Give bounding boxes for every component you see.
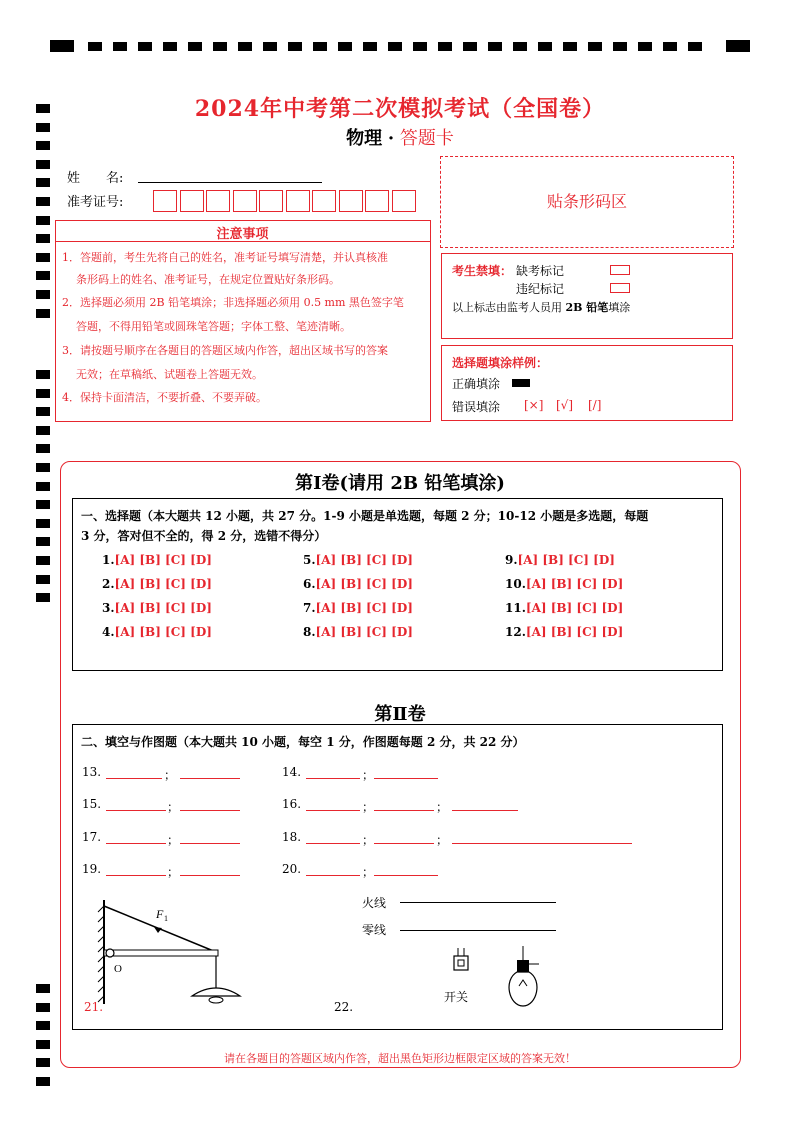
timing-mark xyxy=(238,42,252,51)
choice-options[interactable]: [A] [B] [C] [D] xyxy=(114,577,212,591)
timing-mark xyxy=(463,42,477,51)
choice-number: 12. xyxy=(505,625,526,639)
q18-blank[interactable] xyxy=(306,843,360,844)
q21-number: 21. xyxy=(84,1000,104,1014)
correct-fill-swatch xyxy=(512,379,530,387)
q16-blank[interactable] xyxy=(452,810,518,811)
q18-blank[interactable] xyxy=(452,843,632,844)
q13-blank[interactable] xyxy=(106,778,162,779)
side-timing-mark xyxy=(36,593,50,602)
barcode-area xyxy=(440,156,734,248)
barcode-label: 贴条形码区 xyxy=(546,192,627,211)
choice-item[interactable] xyxy=(505,577,623,591)
timing-mark xyxy=(138,42,152,51)
id-digit-box[interactable] xyxy=(153,190,177,212)
semicolon: ； xyxy=(167,800,180,814)
q17-number: 17. xyxy=(82,830,102,844)
choice-options[interactable]: [A] [B] [C] [D] xyxy=(517,553,615,567)
q20-blank[interactable] xyxy=(374,875,438,876)
timing-mark xyxy=(263,42,277,51)
side-timing-mark xyxy=(36,1021,50,1030)
side-timing-mark xyxy=(36,426,50,435)
violation-mark[interactable] xyxy=(610,283,630,293)
timing-mark xyxy=(726,40,750,52)
q20-blank[interactable] xyxy=(306,875,360,876)
semicolon: ； xyxy=(362,865,375,879)
id-digit-box[interactable] xyxy=(392,190,416,212)
q17-blank[interactable] xyxy=(106,843,166,844)
q15-blank[interactable] xyxy=(106,810,166,811)
choice-item[interactable] xyxy=(505,601,623,615)
q16-number: 16. xyxy=(282,797,302,811)
notice-line: 条形码上的姓名、准考证号，在规定位置贴好条形码。 xyxy=(76,273,340,286)
side-timing-mark xyxy=(36,160,50,169)
live-wire-line xyxy=(400,902,556,903)
timing-mark xyxy=(363,42,377,51)
choice-number: 11. xyxy=(505,601,526,615)
side-timing-mark xyxy=(36,1040,50,1049)
neutral-wire-label: 零线 xyxy=(362,923,387,937)
semicolon: ； xyxy=(436,800,449,814)
absent-label: 缺考标记 xyxy=(516,264,565,278)
card-label: 答题卡 xyxy=(399,128,454,149)
notice-line: 3．请按题号顺序在各题目的答题区域内作答，超出区域书写的答案 xyxy=(62,344,388,357)
violation-label: 违纪标记 xyxy=(516,282,565,296)
id-digit-box[interactable] xyxy=(259,190,283,212)
name-field[interactable] xyxy=(138,182,322,183)
choice-item[interactable] xyxy=(102,625,212,639)
choice-options[interactable]: [A] [B] [C] [D] xyxy=(315,601,413,615)
side-timing-mark xyxy=(36,253,50,262)
q19-blank[interactable] xyxy=(106,875,166,876)
side-timing-mark xyxy=(36,234,50,243)
side-timing-mark xyxy=(36,370,50,379)
timing-mark xyxy=(388,42,402,51)
notice-box xyxy=(55,220,431,422)
choice-number: 8. xyxy=(303,625,316,639)
side-timing-mark xyxy=(36,1077,50,1086)
id-label: 准考证号: xyxy=(67,195,124,210)
timing-mark xyxy=(488,42,502,51)
part1-instruction: 一、选择题（本大题共 12 小题，共 27 分。1-9 小题是单选题，每题 2 分；10-12 小题是多选题，每题 xyxy=(81,509,649,523)
semicolon: ； xyxy=(167,833,180,847)
id-digit-box[interactable] xyxy=(180,190,204,212)
notice-line: 2．选择题必须用 2B 铅笔填涂；非选择题必须用 0.5 mm 黑色签字笔 xyxy=(62,296,404,309)
timing-mark xyxy=(613,42,627,51)
timing-mark xyxy=(588,42,602,51)
choice-number: 3. xyxy=(102,601,115,615)
fig21-pivot-label: O xyxy=(114,963,122,975)
q15-blank[interactable] xyxy=(180,810,240,811)
timing-mark xyxy=(163,42,177,51)
q13-number: 13. xyxy=(82,765,102,779)
timing-mark xyxy=(638,42,652,51)
q14-number: 14. xyxy=(282,765,302,779)
semicolon: ； xyxy=(362,833,375,847)
side-timing-mark xyxy=(36,389,50,398)
choice-item[interactable] xyxy=(303,601,413,615)
page-subtitle xyxy=(0,124,800,150)
timing-mark xyxy=(313,42,327,51)
timing-mark xyxy=(88,42,102,51)
choice-item[interactable] xyxy=(505,625,623,639)
fig21-force-label: F xyxy=(156,907,164,921)
notice-line: 无效；在草稿纸、试题卷上答题无效。 xyxy=(76,368,263,381)
side-timing-mark xyxy=(36,444,50,453)
subject: 物理 xyxy=(346,128,383,149)
side-timing-mark xyxy=(36,1003,50,1012)
semicolon: ； xyxy=(164,768,177,782)
notice-line: 4．保持卡面清洁，不要折叠、不要弄破。 xyxy=(62,391,267,404)
wrong-mark: [/] xyxy=(588,398,602,412)
part2-instruction: 二、填空与作图题（本大题共 10 小题，每空 1 分，作图题每题 2 分，共 22 分） xyxy=(81,735,525,749)
wrong-mark: [√] xyxy=(556,398,574,412)
neutral-wire-line xyxy=(400,930,556,931)
choice-options[interactable]: [A] [B] [C] [D] xyxy=(114,553,212,567)
semicolon: ； xyxy=(167,865,180,879)
q15-number: 15. xyxy=(82,797,102,811)
side-timing-mark xyxy=(36,407,50,416)
timing-mark xyxy=(663,42,677,51)
q14-blank[interactable] xyxy=(374,778,438,779)
side-timing-mark xyxy=(36,984,50,993)
side-timing-mark xyxy=(36,290,50,299)
notice-line: 1．答题前，考生先将自己的姓名，准考证号填写清楚，并认真核准 xyxy=(62,251,388,264)
choice-number: 2. xyxy=(102,577,115,591)
dot: · xyxy=(387,128,395,149)
choice-options[interactable]: [A] [B] [C] [D] xyxy=(525,577,624,591)
q18-blank[interactable] xyxy=(374,843,434,844)
id-digit-box[interactable] xyxy=(365,190,389,212)
choice-item[interactable] xyxy=(505,553,615,567)
side-timing-mark xyxy=(36,500,50,509)
choice-item[interactable] xyxy=(102,577,212,591)
wrong-mark: [×] xyxy=(524,398,544,412)
choice-number: 5. xyxy=(303,553,316,567)
timing-mark xyxy=(513,42,527,51)
q20-number: 20. xyxy=(282,862,302,876)
choice-item[interactable] xyxy=(102,601,212,615)
fill-example-label: 选择题填涂样例： xyxy=(452,356,549,370)
q16-blank[interactable] xyxy=(374,810,434,811)
timing-mark xyxy=(188,42,202,51)
fill-example-box xyxy=(441,345,733,421)
choice-number: 4. xyxy=(102,625,115,639)
choice-options[interactable]: [A] [B] [C] [D] xyxy=(315,577,413,591)
q19-blank[interactable] xyxy=(180,875,240,876)
figure-21-lamp-lever xyxy=(90,892,270,1012)
side-timing-mark xyxy=(36,556,50,565)
id-digit-box[interactable] xyxy=(233,190,257,212)
side-timing-mark xyxy=(36,519,50,528)
choice-number: 1. xyxy=(102,553,115,567)
choice-options[interactable]: [A] [B] [C] [D] xyxy=(525,625,624,639)
choice-item[interactable] xyxy=(303,577,413,591)
part1-title: 第Ⅰ卷(请用 2B 铅笔填涂) xyxy=(295,473,505,494)
side-timing-mark xyxy=(36,309,50,318)
timing-mark xyxy=(288,42,302,51)
choice-options[interactable]: [A] [B] [C] [D] xyxy=(315,625,413,639)
name-label: 姓 名: xyxy=(67,171,124,186)
id-digit-box[interactable] xyxy=(286,190,310,212)
choice-options[interactable]: [A] [B] [C] [D] xyxy=(114,601,212,615)
side-timing-mark xyxy=(36,537,50,546)
absent-mark[interactable] xyxy=(610,265,630,275)
q19-number: 19. xyxy=(82,862,102,876)
forbidden-label: 考生禁填： xyxy=(452,264,513,278)
q16-blank[interactable] xyxy=(306,810,360,811)
choice-item[interactable] xyxy=(303,625,413,639)
page-title: 2024年中考第二次模拟考试（全国卷） xyxy=(194,96,606,122)
q13-blank[interactable] xyxy=(180,778,240,779)
switch-icon xyxy=(450,948,472,976)
q18-number: 18. xyxy=(282,830,302,844)
footer-warning: 请在各题目的答题区域内作答，超出黑色矩形边框限定区域的答案无效！ xyxy=(224,1052,576,1065)
id-digit-box[interactable] xyxy=(339,190,363,212)
side-timing-mark xyxy=(36,271,50,280)
side-timing-mark xyxy=(36,197,50,206)
choice-number: 6. xyxy=(303,577,316,591)
notice-line: 答题，不得用铅笔或圆珠笔答题；字体工整、笔迹清晰。 xyxy=(76,320,351,333)
fig21-force-subscript: 1 xyxy=(164,914,168,923)
side-timing-mark xyxy=(36,216,50,225)
choice-number: 10. xyxy=(505,577,526,591)
timing-mark xyxy=(50,40,74,52)
timing-mark xyxy=(413,42,427,51)
id-digit-box[interactable] xyxy=(312,190,336,212)
q14-blank[interactable] xyxy=(306,778,360,779)
correct-label: 正确填涂 xyxy=(452,377,501,391)
notice-header-box xyxy=(55,220,431,242)
choice-item[interactable] xyxy=(303,553,413,567)
part1-instruction: 3 分，答对但不全的，得 2 分，选错不得分） xyxy=(81,529,327,543)
live-wire-label: 火线 xyxy=(362,896,387,910)
choice-options[interactable]: [A] [B] [C] [D] xyxy=(114,625,212,639)
id-digit-box[interactable] xyxy=(206,190,230,212)
switch-label: 开关 xyxy=(444,990,469,1004)
semicolon: ； xyxy=(362,768,375,782)
choice-number: 9. xyxy=(505,553,518,567)
timing-mark xyxy=(438,42,452,51)
semicolon: ； xyxy=(362,800,375,814)
notice-heading: 注意事项 xyxy=(216,226,269,242)
forbidden-note: 以上标志由监考人员用 2B 铅笔填涂 xyxy=(452,301,631,314)
choice-number: 7. xyxy=(303,601,316,615)
timing-mark xyxy=(338,42,352,51)
timing-mark xyxy=(688,42,702,51)
timing-mark xyxy=(538,42,552,51)
timing-mark xyxy=(113,42,127,51)
side-timing-mark xyxy=(36,575,50,584)
choice-options[interactable]: [A] [B] [C] [D] xyxy=(315,553,413,567)
choice-options[interactable]: [A] [B] [C] [D] xyxy=(525,601,624,615)
side-timing-mark xyxy=(36,178,50,187)
timing-mark xyxy=(213,42,227,51)
light-bulb-icon xyxy=(505,946,545,1008)
forbidden-box xyxy=(441,253,733,339)
choice-item[interactable] xyxy=(102,553,212,567)
timing-mark xyxy=(563,42,577,51)
semicolon: ； xyxy=(436,833,449,847)
q17-blank[interactable] xyxy=(180,843,240,844)
part2-title: 第Ⅱ卷 xyxy=(374,704,426,725)
q22-number: 22. xyxy=(334,1000,354,1014)
wrong-label: 错误填涂 xyxy=(452,400,501,414)
